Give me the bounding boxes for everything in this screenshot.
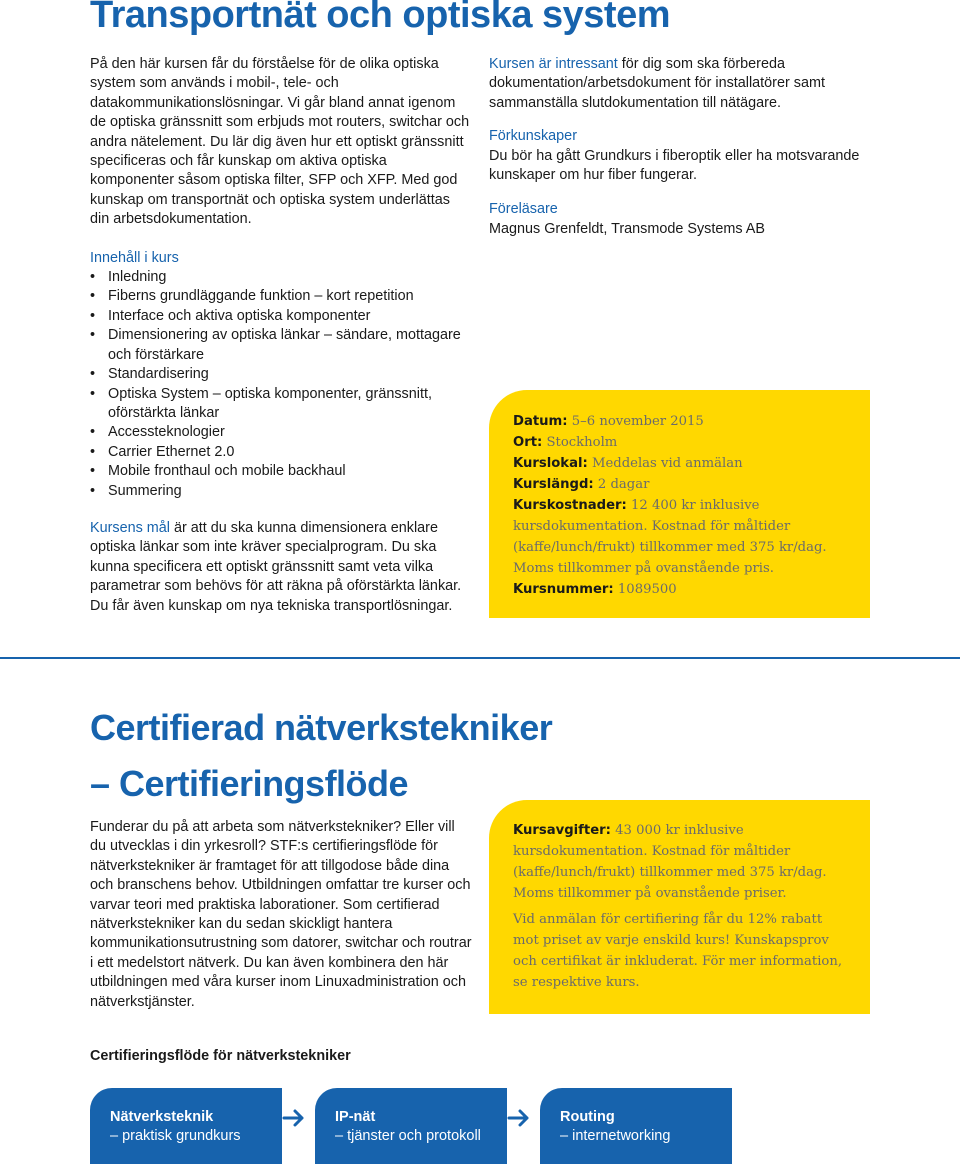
flow-step-title: Nätverksteknik [110,1109,214,1125]
flow-step-title: Routing [560,1109,615,1125]
length-label: Kurslängd: [513,477,594,492]
list-item: • Summering [90,482,472,501]
list-item: • Accessteknologier [90,423,472,442]
fee-info-box [489,800,870,1014]
length-row [513,474,850,495]
course-info-box [489,390,870,618]
list-item: • Carrier Ethernet 2.0 [90,443,472,462]
flow-step-nätverksteknik [90,1088,282,1164]
place-label: Ort: [513,435,543,450]
right-column [489,55,871,239]
venue-label: Kurslokal: [513,456,588,471]
arrow-right-icon [282,1106,306,1130]
fee-row [513,495,850,579]
venue-value: Meddelas vid anmälan [587,456,743,471]
date-row [513,411,850,432]
contents-heading: Innehåll i kurs [90,249,179,266]
section2-title-line1: Certifierad nätverkstekniker [90,707,553,748]
intro-text: På den här kursen får du förståelse för de olika optiska system som används i mobil-, tele- och datakommunikationslösningar. Vi går bland annat igenom de optiska gränssnitt som erbjuds mot routers, switchar och andra nätelement. Du lär dig även hur ett optiskt gränssnitt specificeras och får kunskap om aktiva optiska komponenter såsom optiska filter, SFP och XFP. Med god kunskap om transportnät och optiska system underlättas din arbetsdokumentation. [90,56,470,228]
length-value: 2 dagar [593,477,650,492]
flow-step-subtitle: – praktisk grundkurs [110,1128,241,1144]
course-goal [90,519,472,616]
list-item: • Optiska System – optiska komponenter, gränssnitt, oförstärkta länkar [90,385,472,424]
flow-heading: Certifieringsflöde för nätverkstekniker [90,1048,351,1064]
list-item: • Standardisering [90,365,472,384]
flow-step-ip-nät [315,1088,507,1164]
audience-text [489,55,871,113]
number-label: Kursnummer: [513,582,614,597]
number-value: 1089500 [613,582,677,597]
fee-label: Kurskostnader: [513,498,627,513]
place-value: Stockholm [542,435,618,450]
contents-section [90,249,472,501]
venue-row [513,453,850,474]
number-row [513,579,850,600]
date-value: 5–6 november 2015 [567,414,704,429]
section2-title [90,700,552,812]
lecturer-heading: Föreläsare [489,201,558,218]
flow-step-routing [540,1088,732,1164]
list-item: • Fiberns grundläggande funktion – kort repetition [90,287,472,306]
fee-box-label: Kursavgifter: [513,823,611,838]
section2-title-line2: – Certifieringsflöde [90,763,409,804]
goal-lead: Kursens mål [90,519,170,536]
section2-text: Funderar du på att arbeta som nätverkstekniker? Eller vill du utvecklas i din yrkesroll? STF:s certifieringsflöde för nätverkstekniker är framtaget för att tillgodose både dina och branschens behov. Utbildningen omfattar tre kurser och varvar teori med praktiska laborationer. Som certifierad nätverkstekniker kan du sedan skickligt hantera kommunikationsutrustning som datorer, switchar och routrar i ett medelstort nätverk. Du kan även kombinera den här utbildningen med våra kurser inom Linuxadministration och nätverkstjänster. [90,819,472,1010]
prereq-heading: Förkunskaper [489,128,577,145]
left-column [90,55,472,616]
date-label: Datum: [513,414,568,429]
audience-lead: Kursen är intressant [489,56,618,72]
discount-text: Vid anmälan för certifiering får du 12% rabatt mot priset av varje enskild kurs! Kunskapsprov och certifikat är inkluderat. För mer information, se respektive kurs. [513,912,843,990]
list-item: • Inledning [90,268,472,287]
place-row [513,432,850,453]
flow-step-subtitle: – tjänster och protokoll [335,1128,481,1144]
section-divider [0,657,960,659]
page-title: Transportnät och optiska system [90,0,670,36]
arrow-right-icon [507,1106,531,1130]
goal-text: är att du ska kunna dimensionera enklare optiska länkar som inte kräver specialprogram. Du ska kunna specificera ett optiskt gränssnitt samt veta vilka parametrar som behövs för att räkna på oförstärkta länkar. Du får även kunskap om nya tekniska transportlösningar. [90,519,462,614]
list-item: • Mobile fronthaul och mobile backhaul [90,462,472,481]
list-item: • Dimensionering av optiska länkar – sändare, mottagare och förstärkare [90,326,472,365]
prereq-text: Du bör ha gått Grundkurs i fiberoptik eller ha motsvarande kunskaper om hur fiber fungerar. [489,147,860,184]
flow-step-title: IP-nät [335,1109,376,1125]
audience-body: för dig som ska förbereda dokumentation/arbetsdokument för installatörer samt sammanställa slutdokumentation till nätägare. [489,56,825,111]
list-item: • Interface och aktiva optiska komponenter [90,307,472,326]
contents-list [90,268,472,501]
lecturer-text: Magnus Grenfeldt, Transmode Systems AB [489,220,765,237]
fee-value: 12 400 kr inklusive kursdokumentation. Kostnad för måltider (kaffe/lunch/frukt) tillkommer med 375 kr/dag. Moms tillkommer på ovanstående pris. [513,498,827,576]
fee-box-value: 43 000 kr inklusive kursdokumentation. Kostnad för måltider (kaffe/lunch/frukt) tillkommer med 375 kr/dag. Moms tillkommer på ovanstående priser. [513,823,827,901]
flow-step-subtitle: – internetworking [560,1128,671,1144]
fee-box-row [513,820,850,904]
